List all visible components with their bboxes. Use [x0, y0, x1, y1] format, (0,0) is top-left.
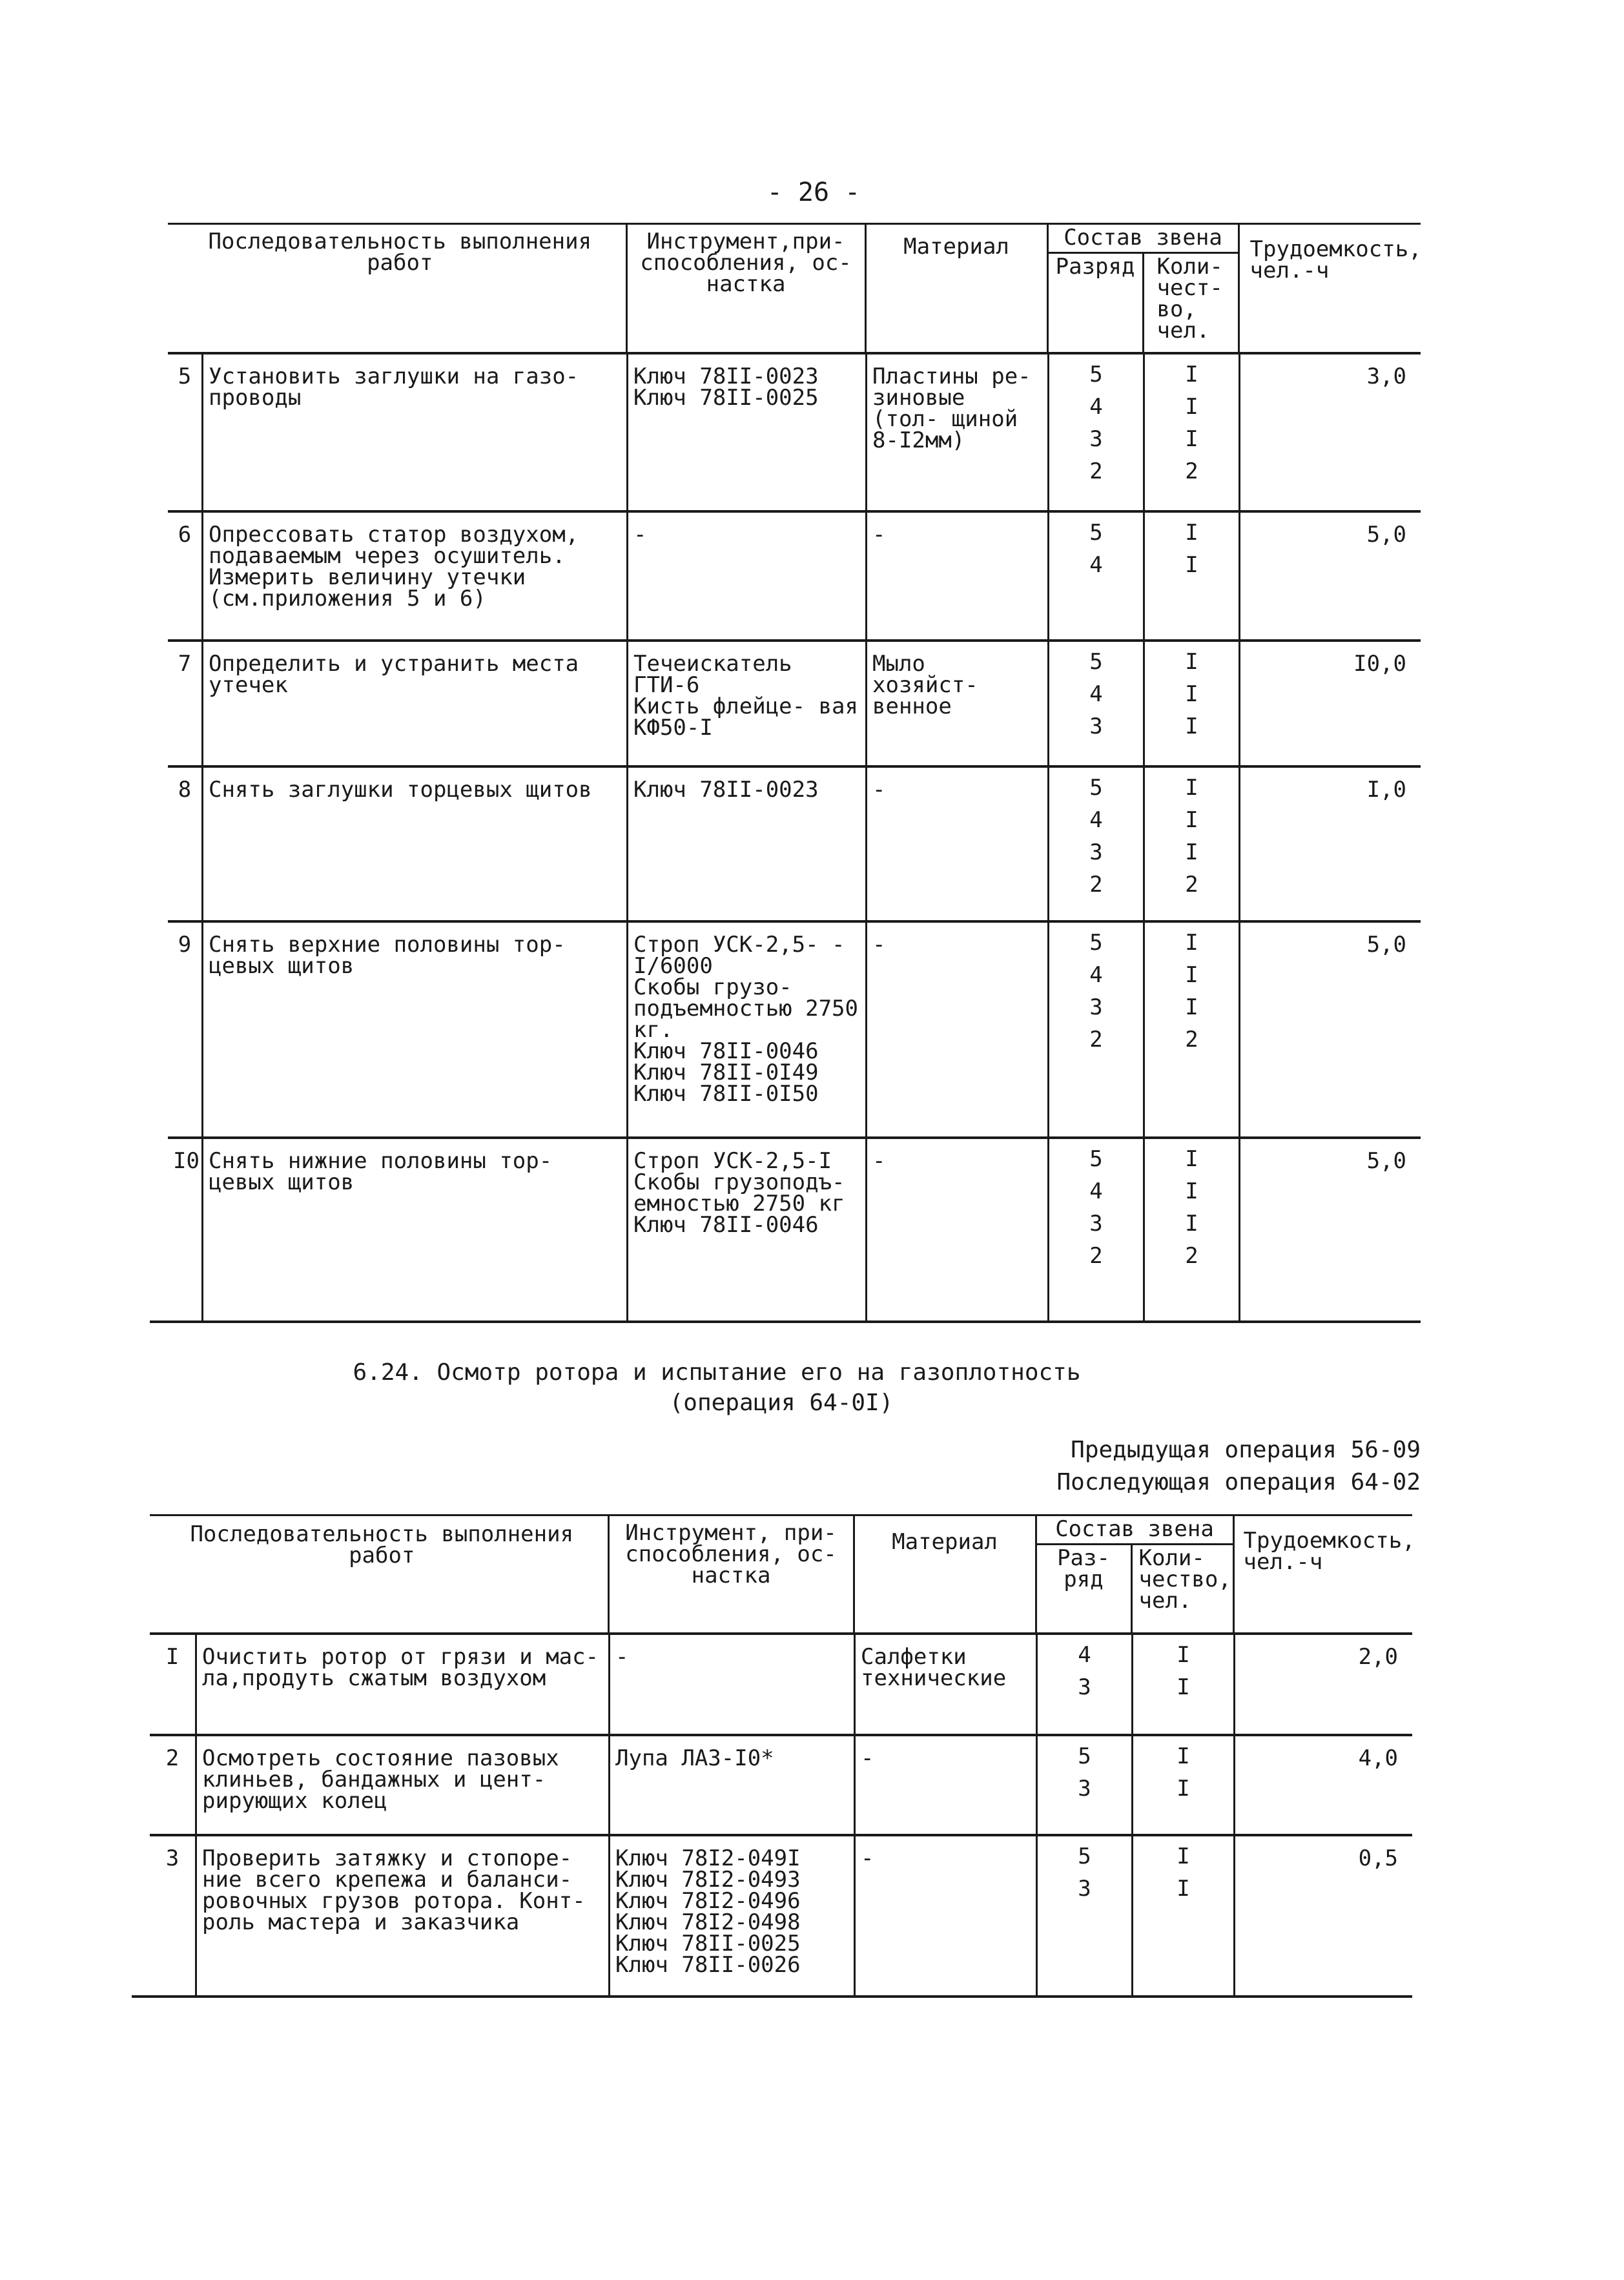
qty-values: I I I [1143, 642, 1239, 768]
grade-values: 4 3 [1036, 1635, 1131, 1736]
row-number: 5 [178, 364, 192, 389]
table-row [168, 1136, 1421, 1320]
header2-labor: Трудоемкость, чел.-ч [1233, 1515, 1412, 1634]
tool-text: Ключ 78II-0023 Ключ 78II-0025 [626, 354, 865, 513]
header-material: Материал [865, 224, 1047, 354]
row-number: 8 [178, 777, 192, 803]
task-text: Проверить затяжку и стопоре- ние всего крепежа и баланси- ровочных грузов ротора. Конт- роль мастера и заказчика [195, 1836, 608, 1998]
labor-value: 5,0 [1239, 923, 1421, 1139]
qty-values: I I I 2 [1143, 354, 1239, 513]
table-row [168, 765, 1421, 920]
page-number: - 26 - [766, 178, 861, 207]
row-number: 9 [178, 932, 192, 958]
row-number: 2 [165, 1745, 180, 1771]
grade-values: 5 4 3 2 [1047, 923, 1143, 1139]
labor-value: 4,0 [1233, 1736, 1412, 1836]
labor-value: 5,0 [1239, 1139, 1421, 1323]
labor-value: 5,0 [1239, 513, 1421, 642]
material-text: Мыло хозяйст- венное [865, 642, 1047, 768]
table-row [168, 510, 1421, 639]
table-row [168, 639, 1421, 765]
tool-text: Ключ 78II-0023 [626, 768, 865, 923]
grade-values: 5 3 [1036, 1836, 1131, 1998]
header-labor: Трудоемкость, чел.-ч [1239, 224, 1421, 354]
grade-values: 5 4 3 2 [1047, 354, 1143, 513]
table-bottom-rule [150, 1320, 1421, 1323]
qty-values: I I [1131, 1635, 1233, 1736]
work-table-1 [168, 223, 1421, 354]
tool-text: - [608, 1635, 854, 1736]
tool-text: Строп УСК-2,5- -I/6000 Скобы грузо- подъемностью 2750 кг. Ключ 78II-0046 Ключ 78II-0I49 Ключ 78II-0I50 [626, 923, 865, 1139]
header2-material: Материал [854, 1515, 1036, 1634]
grade-values: 5 4 3 2 [1047, 1139, 1143, 1323]
next-operation: Последующая операция 64-02 [1056, 1469, 1421, 1495]
header2-sequence: Последовательность выполнения работ [150, 1515, 608, 1634]
row-number: I0 [173, 1148, 200, 1174]
table-row [150, 1834, 1412, 1995]
grade-values: 5 4 3 2 [1047, 768, 1143, 923]
task-text: Установить заглушки на газо- проводы [201, 354, 626, 513]
table-row [150, 1734, 1412, 1834]
tool-text: Ключ 78I2-049I Ключ 78I2-0493 Ключ 78I2-0496 Ключ 78I2-0498 Ключ 78II-0025 Ключ 78II-0026 [608, 1836, 854, 1998]
row-number: I [165, 1644, 180, 1670]
material-text: - [865, 513, 1047, 642]
qty-values: I I I 2 [1143, 923, 1239, 1139]
header2-grade: Раз- ряд [1036, 1545, 1131, 1634]
tool-text: Течеискатель ГТИ-6 Кисть флейце- вая КФ50-I [626, 642, 865, 768]
labor-value: 3,0 [1239, 354, 1421, 513]
task-text: Очистить ротор от грязи и мас- ла,продуть сжатым воздухом [195, 1635, 608, 1736]
grade-values: 5 4 [1047, 513, 1143, 642]
previous-operation: Предыдущая операция 56-09 [1071, 1437, 1421, 1463]
material-text: - [854, 1836, 1036, 1998]
section-subtitle: (операция 64-0I) [669, 1390, 894, 1416]
task-text: Снять нижние половины тор- цевых щитов [201, 1139, 626, 1323]
material-text: - [854, 1736, 1036, 1836]
task-text: Определить и устранить места утечек [201, 642, 626, 768]
row-number: 6 [178, 522, 192, 548]
work-table-2 [150, 1514, 1415, 1634]
tool-text: Строп УСК-2,5-I Скобы грузоподъ- емностью 2750 кг Ключ 78II-0046 [626, 1139, 865, 1323]
tool-text: - [626, 513, 865, 642]
material-text: Пластины ре- зиновые (тол- щиной 8-I2мм) [865, 354, 1047, 513]
qty-values: I I [1143, 513, 1239, 642]
header-tool: Инструмент,при- способления, ос- настка [626, 224, 865, 354]
qty-values: I I [1131, 1836, 1233, 1998]
header2-qty: Коли- чество, чел. [1131, 1545, 1233, 1634]
header2-tool: Инструмент, при- способления, ос- настка [608, 1515, 854, 1634]
header-crew: Состав звена [1047, 224, 1239, 253]
labor-value: 2,0 [1233, 1635, 1412, 1736]
task-text: Осмотреть состояние пазовых клиньев, бандажных и цент- рирующих колец [195, 1736, 608, 1836]
section-title: 6.24. Осмотр ротора и испытание его на газоплотность [353, 1359, 1081, 1386]
tool-text: Лупа ЛАЗ-I0* [608, 1736, 854, 1836]
header-sequence: Последовательность выполнения работ [168, 224, 626, 354]
header-grade: Разряд [1047, 253, 1143, 354]
table-row [150, 1632, 1412, 1734]
table-row [168, 920, 1421, 1136]
grade-values: 5 3 [1036, 1736, 1131, 1836]
table-row [168, 352, 1421, 510]
row-number: 7 [178, 651, 192, 677]
labor-value: 0,5 [1233, 1836, 1412, 1998]
material-text: - [865, 768, 1047, 923]
material-text: - [865, 923, 1047, 1139]
qty-values: I I I 2 [1143, 768, 1239, 923]
qty-values: I I [1131, 1736, 1233, 1836]
material-text: - [865, 1139, 1047, 1323]
task-text: Снять заглушки торцевых щитов [201, 768, 626, 923]
grade-values: 5 4 3 [1047, 642, 1143, 768]
labor-value: I,0 [1239, 768, 1421, 923]
header2-crew: Состав звена [1036, 1515, 1233, 1545]
task-text: Опрессовать статор воздухом, подаваемым через осушитель. Измерить величину утечки (см.приложения 5 и 6) [201, 513, 626, 642]
qty-values: I I I 2 [1143, 1139, 1239, 1323]
row-number: 3 [165, 1845, 180, 1871]
labor-value: I0,0 [1239, 642, 1421, 768]
task-text: Снять верхние половины тор- цевых щитов [201, 923, 626, 1139]
material-text: Салфетки технические [854, 1635, 1036, 1736]
table-bottom-rule [132, 1995, 1412, 1998]
header-qty: Коли- чест- во, чел. [1143, 253, 1239, 354]
